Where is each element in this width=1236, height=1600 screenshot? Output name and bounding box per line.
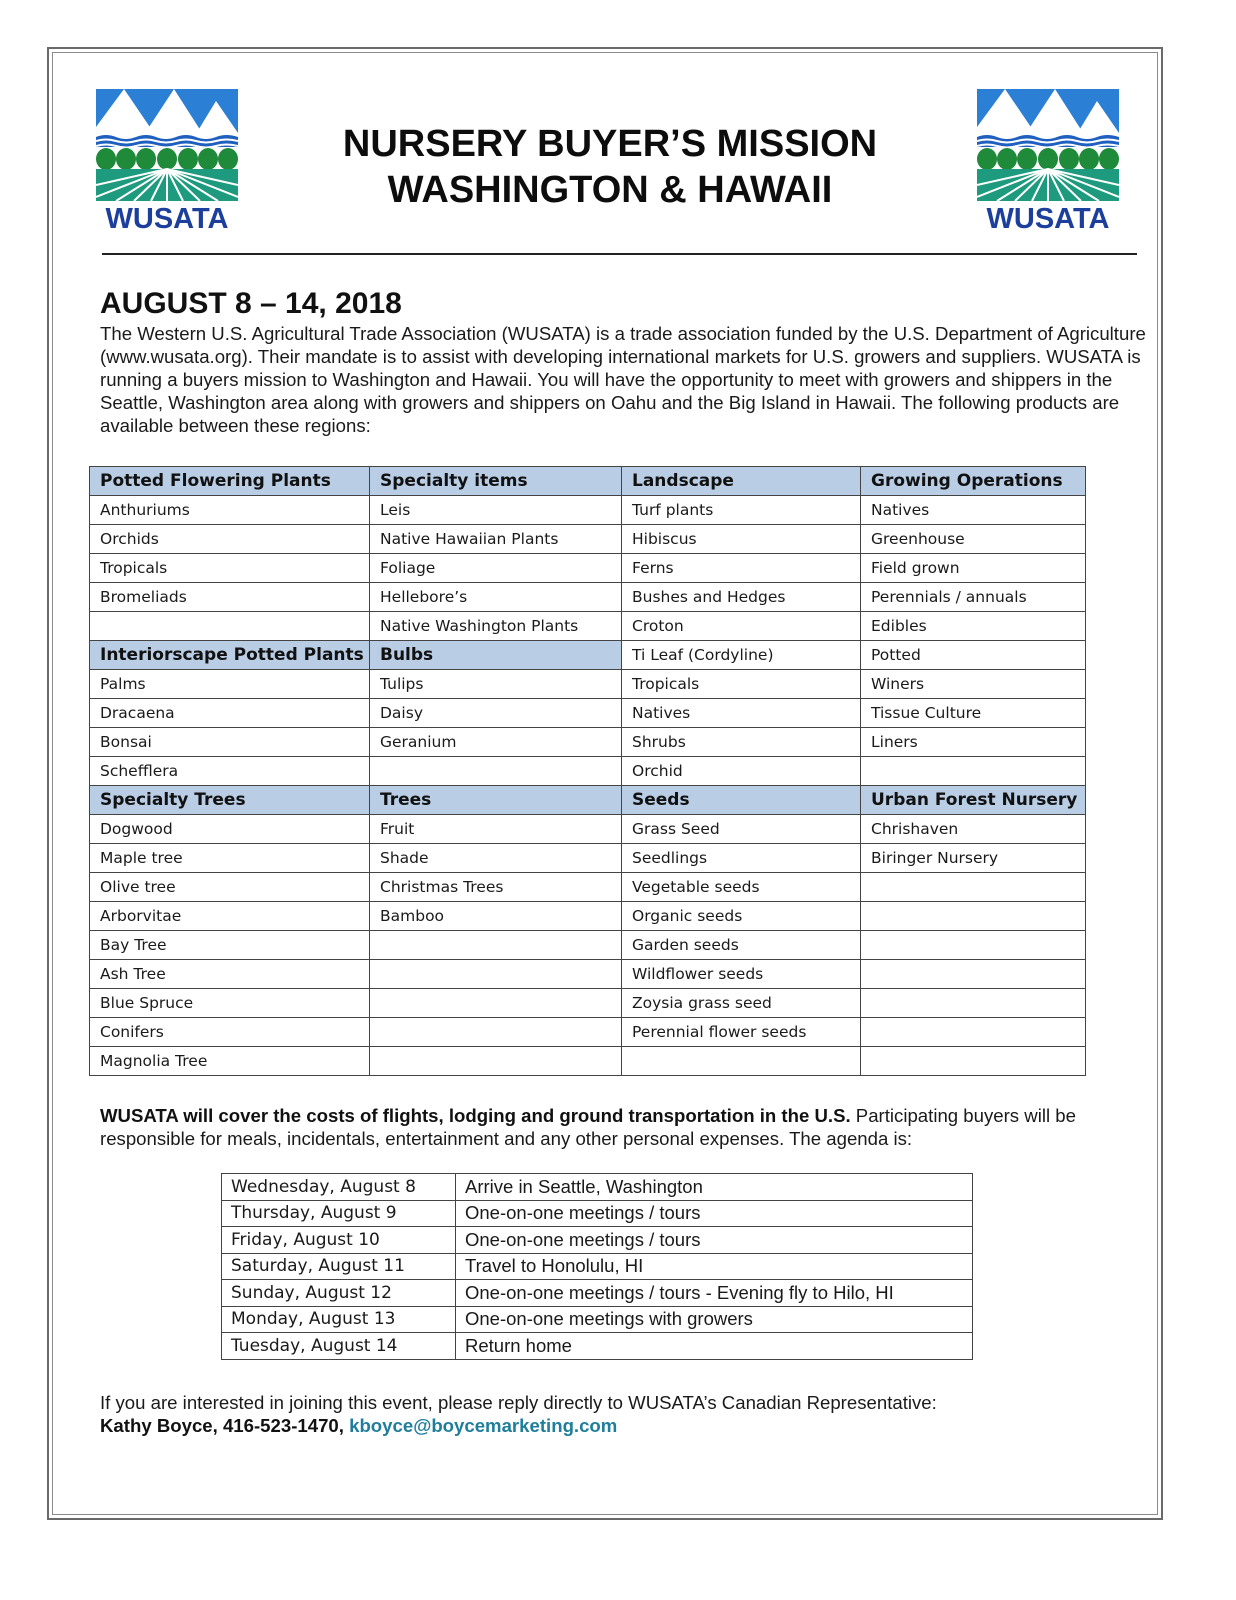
product-cell: [90, 612, 370, 641]
agenda-activity: Travel to Honolulu, HI: [456, 1253, 973, 1280]
agenda-day: Friday, August 10: [222, 1227, 456, 1254]
product-row: [90, 1018, 1086, 1047]
product-cell: [370, 989, 622, 1018]
product-cell: Orchid: [622, 757, 861, 786]
products-table: [89, 466, 1086, 1076]
event-dates-heading: AUGUST 8 – 14, 2018: [100, 287, 402, 320]
product-cell: [861, 1047, 1086, 1076]
product-cell: Natives: [622, 699, 861, 728]
intro-paragraph: The Western U.S. Agricultural Trade Association (WUSATA) is a trade association funded by the U.S. Department of Agriculture (www.wusata.org). Their mandate is to assist with developing international markets for U.S. growers and suppliers. WUSATA is running a buyers mission to Washington and Hawaii. You will have the opportunity to meet with growers and shippers in the Seattle, Washington area along with growers and shippers on Oahu and the Big Island in Hawaii. The following products are available between these regions:: [100, 323, 1146, 436]
product-cell: Field grown: [861, 554, 1086, 583]
agenda-day: Saturday, August 11: [222, 1253, 456, 1280]
costs-normal-text: Participating buyers will be responsible for meals, incidentals, entertainment and any other personal expenses. The agenda is:: [100, 1105, 1076, 1149]
category-header-cell: Specialty Trees: [90, 786, 370, 815]
agenda-activity: Arrive in Seattle, Washington: [456, 1174, 973, 1201]
product-cell: Magnolia Tree: [90, 1047, 370, 1076]
product-cell: Vegetable seeds: [622, 873, 861, 902]
category-header-cell: Landscape: [622, 467, 861, 496]
product-cell: Geranium: [370, 728, 622, 757]
agenda-activity: One-on-one meetings / tours: [456, 1200, 973, 1227]
product-cell: [370, 1047, 622, 1076]
agenda-activity: One-on-one meetings with growers: [456, 1306, 973, 1333]
product-cell: Hellebore’s: [370, 583, 622, 612]
agenda-row: [222, 1333, 973, 1360]
product-cell: Tulips: [370, 670, 622, 699]
agenda-row: [222, 1306, 973, 1333]
contact-intro: If you are interested in joining this event, please reply directly to WUSATA’s Canadian Representative:: [100, 1392, 937, 1413]
category-header-cell: Urban Forest Nursery: [861, 786, 1086, 815]
product-cell: Perennial flower seeds: [622, 1018, 861, 1047]
logo-wordmark: WUSATA: [986, 203, 1110, 231]
costs-bold-text: WUSATA will cover the costs of flights, lodging and ground transportation in the U.S.: [100, 1105, 851, 1126]
category-header-cell: Seeds: [622, 786, 861, 815]
product-cell: [861, 960, 1086, 989]
agenda-row: [222, 1253, 973, 1280]
product-cell: [370, 1018, 622, 1047]
agenda-table: [221, 1173, 973, 1360]
product-cell: [861, 1018, 1086, 1047]
product-cell: Conifers: [90, 1018, 370, 1047]
product-cell: Arborvitae: [90, 902, 370, 931]
product-cell: [370, 931, 622, 960]
title-line-1: NURSERY BUYER’S MISSION: [342, 123, 878, 165]
agenda-day: Thursday, August 9: [222, 1200, 456, 1227]
agenda-row: [222, 1280, 973, 1307]
product-cell: Native Hawaiian Plants: [370, 525, 622, 554]
product-row: [90, 583, 1086, 612]
product-cell: Bamboo: [370, 902, 622, 931]
wusata-logo-graphic: [977, 89, 1119, 231]
product-cell: [861, 989, 1086, 1018]
product-cell: Potted: [861, 641, 1086, 670]
product-cell: Tropicals: [622, 670, 861, 699]
category-header-cell: Interiorscape Potted Plants: [90, 641, 370, 670]
product-cell: Bushes and Hedges: [622, 583, 861, 612]
product-row: [90, 728, 1086, 757]
product-cell: Greenhouse: [861, 525, 1086, 554]
agenda-day: Monday, August 13: [222, 1306, 456, 1333]
product-cell: Maple tree: [90, 844, 370, 873]
page-title: [300, 121, 920, 213]
wusata-logo-graphic: [96, 89, 238, 231]
product-cell: Bromeliads: [90, 583, 370, 612]
product-row: [90, 1047, 1086, 1076]
product-row: [90, 612, 1086, 641]
product-cell: Natives: [861, 496, 1086, 525]
product-cell: Biringer Nursery: [861, 844, 1086, 873]
product-cell: Winers: [861, 670, 1086, 699]
product-cell: Anthuriums: [90, 496, 370, 525]
product-row: [90, 815, 1086, 844]
title-divider: [102, 253, 1137, 255]
product-cell: Bay Tree: [90, 931, 370, 960]
product-cell: [861, 931, 1086, 960]
product-cell: Seedlings: [622, 844, 861, 873]
product-row: [90, 525, 1086, 554]
costs-paragraph: [100, 1104, 1150, 1150]
product-cell: Daisy: [370, 699, 622, 728]
contact-details: [100, 1414, 1150, 1437]
product-cell: Croton: [622, 612, 861, 641]
contact-email-link[interactable]: kboyce@boycemarketing.com: [349, 1415, 618, 1436]
product-row: [90, 467, 1086, 496]
agenda-day: Wednesday, August 8: [222, 1174, 456, 1201]
product-cell: Hibiscus: [622, 525, 861, 554]
product-cell: Olive tree: [90, 873, 370, 902]
product-row: [90, 496, 1086, 525]
product-row: [90, 960, 1086, 989]
product-row: [90, 902, 1086, 931]
contact-name-phone: Kathy Boyce, 416-523-1470,: [100, 1415, 344, 1436]
category-header-cell: Specialty items: [370, 467, 622, 496]
product-cell: Liners: [861, 728, 1086, 757]
product-cell: Ti Leaf (Cordyline): [622, 641, 861, 670]
product-cell: [861, 873, 1086, 902]
product-row: [90, 554, 1086, 583]
product-row: [90, 873, 1086, 902]
product-cell: Dogwood: [90, 815, 370, 844]
product-cell: Turf plants: [622, 496, 861, 525]
product-cell: Shade: [370, 844, 622, 873]
product-cell: Palms: [90, 670, 370, 699]
product-cell: [622, 1047, 861, 1076]
product-row: [90, 699, 1086, 728]
product-row: [90, 931, 1086, 960]
product-row: [90, 786, 1086, 815]
product-cell: Foliage: [370, 554, 622, 583]
category-header-cell: Potted Flowering Plants: [90, 467, 370, 496]
product-cell: Garden seeds: [622, 931, 861, 960]
product-row: [90, 844, 1086, 873]
agenda-activity: One-on-one meetings / tours: [456, 1227, 973, 1254]
product-cell: Organic seeds: [622, 902, 861, 931]
agenda-activity: One-on-one meetings / tours - Evening fly to Hilo, HI: [456, 1280, 973, 1307]
product-cell: Blue Spruce: [90, 989, 370, 1018]
category-header-cell: Bulbs: [370, 641, 622, 670]
product-cell: Orchids: [90, 525, 370, 554]
wusata-logo-left: [96, 89, 238, 231]
product-row: [90, 641, 1086, 670]
product-cell: [861, 757, 1086, 786]
product-cell: Dracaena: [90, 699, 370, 728]
wusata-logo-right: [977, 89, 1119, 231]
product-cell: Chrishaven: [861, 815, 1086, 844]
product-cell: Bonsai: [90, 728, 370, 757]
contact-section: [100, 1391, 1150, 1437]
product-cell: Ash Tree: [90, 960, 370, 989]
product-cell: Fruit: [370, 815, 622, 844]
product-cell: Zoysia grass seed: [622, 989, 861, 1018]
product-cell: Christmas Trees: [370, 873, 622, 902]
product-cell: Native Washington Plants: [370, 612, 622, 641]
title-line-2: WASHINGTON & HAWAII: [387, 169, 833, 211]
product-cell: Ferns: [622, 554, 861, 583]
agenda-activity: Return home: [456, 1333, 973, 1360]
product-cell: Grass Seed: [622, 815, 861, 844]
product-row: [90, 670, 1086, 699]
product-cell: Leis: [370, 496, 622, 525]
category-header-cell: Trees: [370, 786, 622, 815]
product-cell: Tropicals: [90, 554, 370, 583]
product-cell: Edibles: [861, 612, 1086, 641]
product-cell: Perennials / annuals: [861, 583, 1086, 612]
product-cell: Schefflera: [90, 757, 370, 786]
product-row: [90, 989, 1086, 1018]
agenda-day: Sunday, August 12: [222, 1280, 456, 1307]
product-cell: [861, 902, 1086, 931]
product-cell: Tissue Culture: [861, 699, 1086, 728]
product-cell: [370, 960, 622, 989]
agenda-row: [222, 1227, 973, 1254]
product-cell: [370, 757, 622, 786]
agenda-day: Tuesday, August 14: [222, 1333, 456, 1360]
agenda-row: [222, 1200, 973, 1227]
category-header-cell: Growing Operations: [861, 467, 1086, 496]
product-cell: Wildflower seeds: [622, 960, 861, 989]
agenda-row: [222, 1174, 973, 1201]
product-cell: Shrubs: [622, 728, 861, 757]
product-row: [90, 757, 1086, 786]
logo-wordmark: WUSATA: [105, 203, 229, 231]
